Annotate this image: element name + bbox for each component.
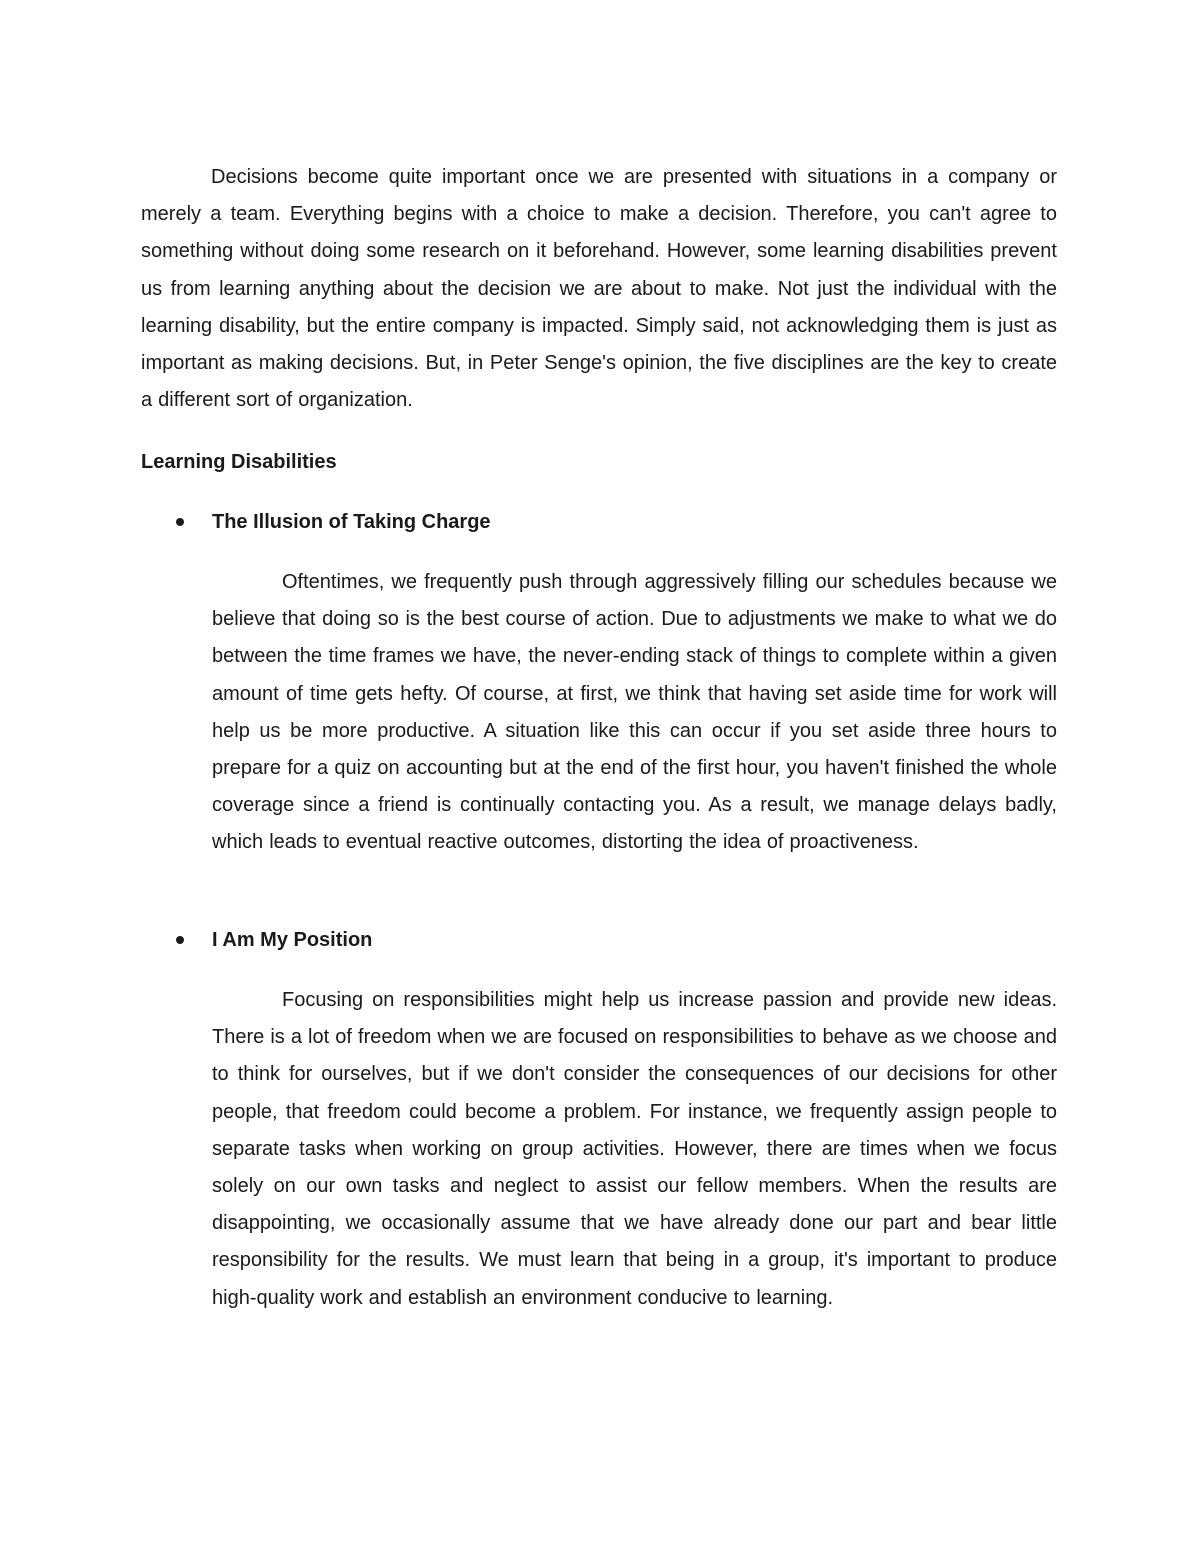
bullet-body-paragraph: Focusing on responsibilities might help us increase passion and provide new ideas. There is a lot of freedom when we are focused on responsibilities to behave as we choose and to think for ourselves, but if we don't consider the consequences of our decisions for other people, that freedom could become a problem. For instance, we frequently assign people to separate tasks when working on group activities. However, there are times when we focus solely on our own tasks and neglect to assist our fellow members. When the results are disappointing, we occasionally assume that we have already done our part and bear little responsibility for the results. We must learn that being in a group, it's important to produce high-quality work and establish an environment conducive to learning.	[212, 989, 1057, 1309]
section-heading: Learning Disabilities	[141, 451, 337, 473]
bullet-body-paragraph: Oftentimes, we frequently push through aggressively filling our schedules because we believe that doing so is the best course of action. Due to adjustments we make to what we do between the time frames we have, the never-ending stack of things to complete within a given amount of time gets hefty. Of course, at first, we think that having set aside time for work will help us be more productive. A situation like this can occur if you set aside three hours to prepare for a quiz on accounting but at the end of the first hour, you haven't finished the whole coverage since a friend is continually contacting you. As a result, we manage delays badly, which leads to eventual reactive outcomes, distorting the idea of proactiveness.	[212, 571, 1057, 854]
bullet-item-illusion-of-taking-charge	[176, 508, 491, 536]
bullet-title: I Am My Position	[212, 929, 373, 951]
bullet-icon	[176, 936, 184, 944]
bullet-icon	[176, 518, 184, 526]
intro-paragraph: Decisions become quite important once we are presented with situations in a company or merely a team. Everything begins with a choice to make a decision. Therefore, you can't agree to something without doing some research on it beforehand. However, some learning disabilities prevent us from learning anything about the decision we are about to make. Not just the individual with the learning disability, but the entire company is impacted. Simply said, not acknowledging them is just as important as making decisions. But, in Peter Senge's opinion, the five disciplines are the key to create a different sort of organization.	[141, 166, 1057, 412]
bullet-item-i-am-my-position	[176, 926, 372, 954]
bullet-title: The Illusion of Taking Charge	[212, 511, 491, 533]
